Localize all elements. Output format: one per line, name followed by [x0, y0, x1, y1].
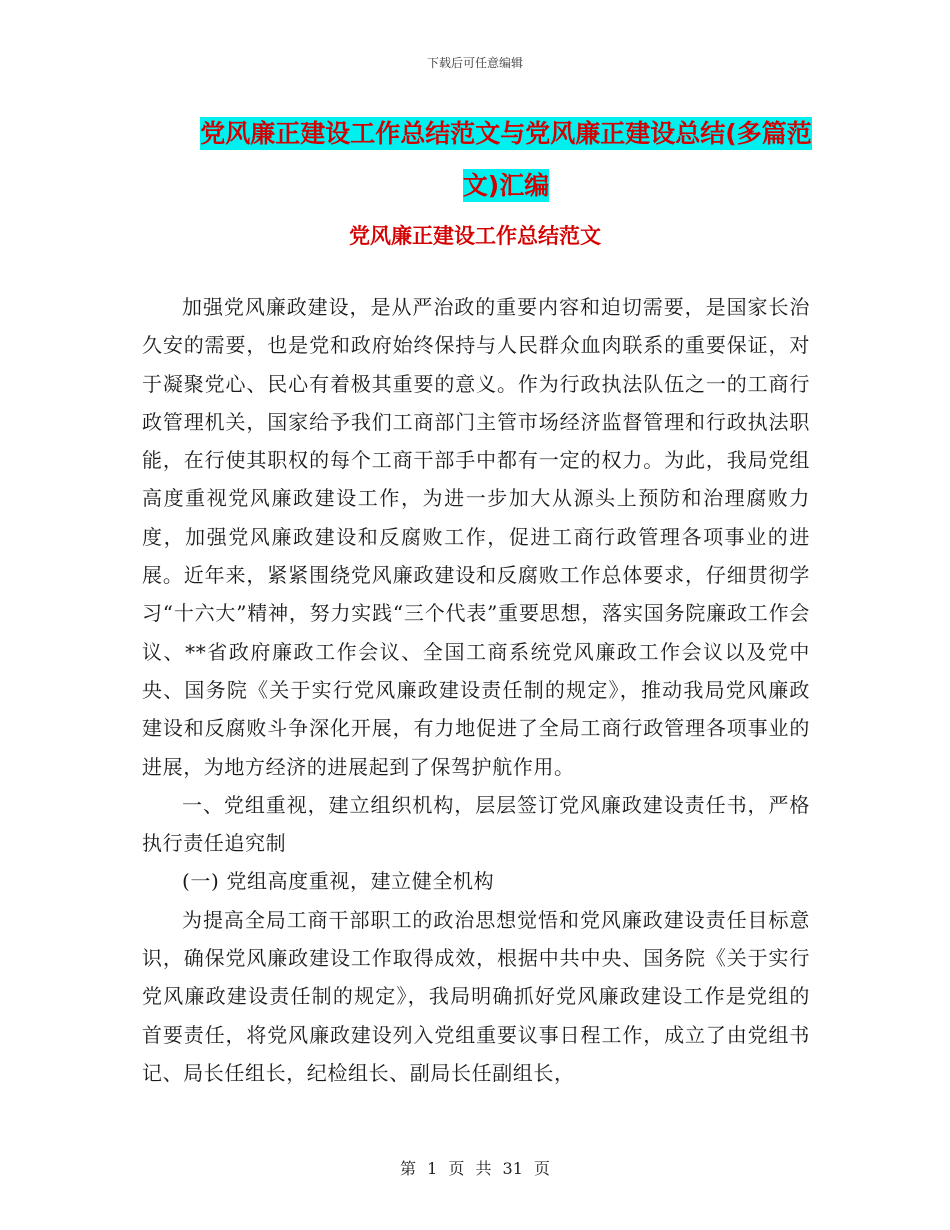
document-title-text: 党风廉正建设工作总结范文与党风廉正建设总结(多篇范文)汇编 [200, 119, 812, 200]
header-note: 下载后可任意编辑 [426, 56, 523, 70]
document-body [142, 288, 810, 1092]
page-number-footer: 第 1 页 共 31 页 [400, 1159, 550, 1178]
section-title: 党风廉正建设工作总结范文 [349, 224, 601, 248]
paragraph: 一、党组重视，建立组织机构，层层签订党风廉政建设责任书，严格执行责任追究制 [142, 792, 810, 856]
paragraph: 加强党风廉政建设，是从严治政的重要内容和迫切需要，是国家长治久安的需要，也是党和政府始终保持与人民群众血肉联系的重要保证，对于凝聚党心、民心有着极其重要的意义。作为行政执法队伍之一的工商行政管理机关，国家给予我们工商部门主管市场经济监督管理和行政执法职能，在行使其职权的每个工商干部手中都有一定的权力。为此，我局党组高度重视党风廉政建设工作，为进一步加大从源头上预防和治理腐败力度，加强党风廉政建设和反腐败工作，促进工商行政管理各项事业的进展。近年来，紧紧围绕党风廉政建设和反腐败工作总体要求，仔细贯彻学习“十六大”精神，努力实践“三个代表”重要思想，落实国务院廉政工作会议、**省政府廉政工作会议、全国工商系统党风廉政工作会议以及党中央、国务院《关于实行党风廉政建设责任制的规定》，推动我局党风廉政建设和反腐败斗争深化开展，有力地促进了全局工商行政管理各项事业的进展，为地方经济的进展起到了保驾护航作用。 [142, 295, 810, 779]
paragraph: 为提高全局工商干部职工的政治思想觉悟和党风廉政建设责任目标意识，确保党风廉政建设工作取得成效，根据中共中央、国务院《关于实行党风廉政建设责任制的规定》，我局明确抓好党风廉政建设工作是党组的首要责任，将党风廉政建设列入党组重要议事日程工作，成立了由党组书记、局长任组长，纪检组长、副局长任副组长， [142, 907, 810, 1085]
document-title [186, 108, 826, 212]
paragraph: (一) 党组高度重视，建立健全机构 [182, 869, 495, 894]
